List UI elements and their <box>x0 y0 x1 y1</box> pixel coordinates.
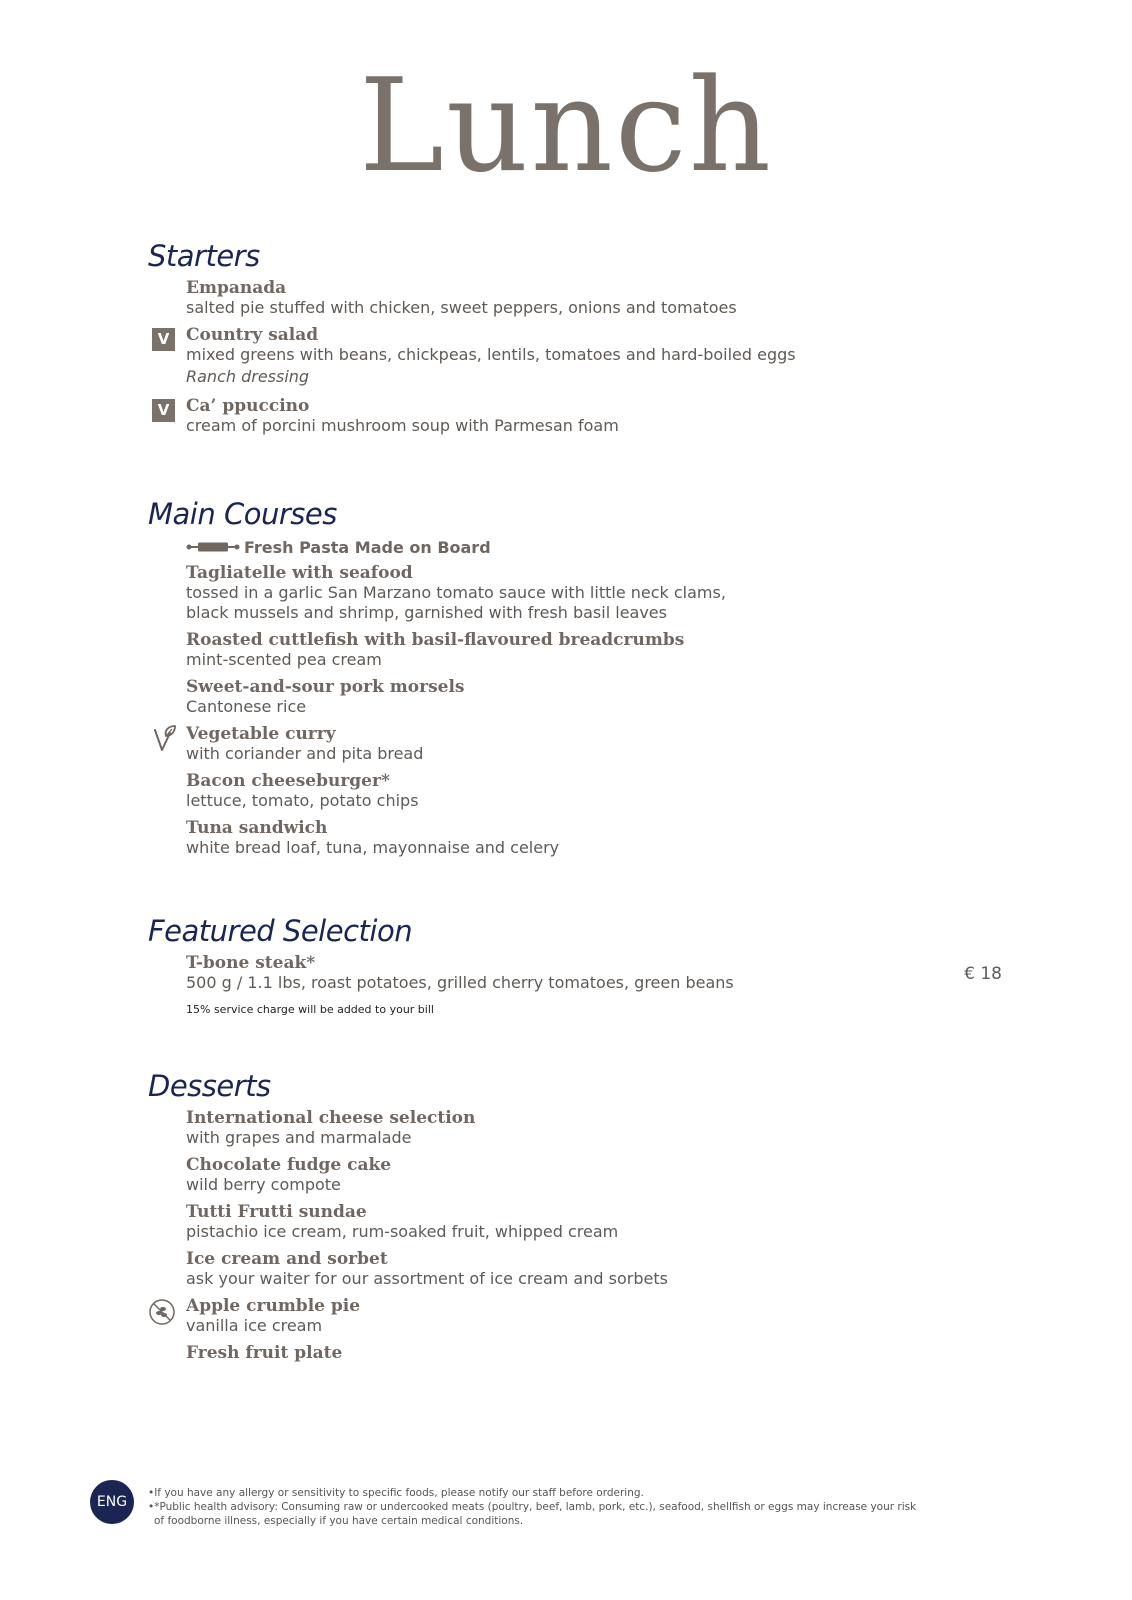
menu-item <box>186 1296 1028 1336</box>
starters-list <box>157 278 1028 436</box>
fresh-pasta-label <box>186 536 1028 558</box>
item-name: Ice cream and sorbet <box>186 1249 388 1269</box>
item-description: salted pie stuffed with chicken, sweet peppers, onions and tomatoes <box>186 298 737 317</box>
item-name: Roasted cuttlefish with basil-flavoured breadcrumbs <box>186 630 685 650</box>
desserts-list <box>186 1108 1028 1363</box>
item-name: Chocolate fudge cake <box>186 1155 392 1175</box>
language-badge[interactable]: ENG <box>90 1480 134 1524</box>
menu-item <box>186 1155 1028 1195</box>
disclaimers <box>148 1486 1008 1528</box>
item-name: Tagliatelle with seafood <box>186 563 413 583</box>
item-description: pistachio ice cream, rum-soaked fruit, whipped cream <box>186 1222 619 1241</box>
item-description: vanilla ice cream <box>186 1316 323 1335</box>
menu-item <box>186 563 1028 623</box>
featured-list <box>186 953 1028 1018</box>
health-advisory-line2: of foodborne illness, especially if you have certain medical conditions. <box>154 1515 524 1527</box>
menu-item <box>186 1249 1028 1289</box>
vegetarian-badge-icon: V <box>152 399 175 422</box>
item-name: T-bone steak* <box>186 953 316 973</box>
item-description: lettuce, tomato, potato chips <box>186 791 419 810</box>
item-description: white bread loaf, tuna, mayonnaise and celery <box>186 838 560 857</box>
item-name: Country salad <box>186 325 319 345</box>
item-name: Tutti Frutti sundae <box>186 1202 367 1222</box>
starters-section <box>148 238 1028 443</box>
item-name: Ca’ ppuccino <box>186 396 310 416</box>
item-description: with grapes and marmalade <box>186 1128 412 1147</box>
item-name: Tuna sandwich <box>186 818 328 838</box>
desserts-section <box>148 1068 1028 1370</box>
menu-item <box>186 278 1028 318</box>
service-charge-note: 15% service charge will be added to your bill <box>186 1003 434 1016</box>
item-name: Vegetable curry <box>186 724 336 744</box>
vegan-leaf-icon <box>150 724 178 754</box>
section-title-featured: Featured Selection <box>148 914 413 948</box>
item-description: cream of porcini mushroom soup with Parmesan foam <box>186 416 619 435</box>
item-description: 500 g / 1.1 lbs, roast potatoes, grilled cherry tomatoes, green beans <box>186 973 734 992</box>
item-name: Fresh fruit plate <box>186 1343 343 1363</box>
menu-item <box>186 771 1028 811</box>
section-title-main-courses: Main Courses <box>148 497 337 531</box>
main-courses-list <box>186 536 1028 858</box>
menu-item <box>186 724 1028 764</box>
vegetarian-badge-icon: V <box>152 328 175 351</box>
featured-section <box>148 913 1028 1018</box>
item-description: tossed in a garlic San Marzano tomato sauce with little neck clams, <box>186 583 726 602</box>
menu-item <box>157 396 1028 436</box>
main-courses-section <box>148 496 1028 865</box>
rolling-pin-icon <box>186 541 240 553</box>
footer <box>90 1480 1030 1528</box>
section-title-desserts: Desserts <box>148 1069 271 1103</box>
fresh-pasta-text: Fresh Pasta Made on Board <box>244 537 491 557</box>
menu-item <box>186 818 1028 858</box>
item-description: ask your waiter for our assortment of ice cream and sorbets <box>186 1269 668 1288</box>
item-description: Cantonese rice <box>186 697 307 716</box>
item-description: wild berry compote <box>186 1175 341 1194</box>
item-name: International cheese selection <box>186 1108 476 1128</box>
item-description: with coriander and pita bread <box>186 744 424 763</box>
item-description: mixed greens with beans, chickpeas, lentils, tomatoes and hard-boiled eggs <box>186 345 796 364</box>
item-description: mint-scented pea cream <box>186 650 382 669</box>
item-price: € 18 <box>964 964 1002 984</box>
allergy-note: •If you have any allergy or sensitivity to specific foods, please notify our staff before ordering. <box>148 1487 644 1499</box>
menu-item <box>186 630 1028 670</box>
menu-item <box>186 953 1016 993</box>
menu-item <box>157 325 1028 389</box>
item-description-line2: black mussels and shrimp, garnished with fresh basil leaves <box>186 603 667 622</box>
gluten-free-icon <box>148 1298 176 1326</box>
section-title-starters: Starters <box>148 239 260 273</box>
menu-title: Lunch <box>359 52 773 201</box>
menu-item <box>186 1202 1028 1242</box>
item-note: Ranch dressing <box>186 367 310 386</box>
item-name: Bacon cheeseburger* <box>186 771 390 791</box>
health-advisory: •*Public health advisory: Consuming raw or undercooked meats (poultry, beef, lamb, pork, etc.), seafood, shellfish or eggs may increase your risk <box>148 1501 917 1513</box>
menu-item <box>186 677 1028 717</box>
item-name: Sweet-and-sour pork morsels <box>186 677 465 697</box>
item-name: Empanada <box>186 278 287 298</box>
item-name: Apple crumble pie <box>186 1296 361 1316</box>
menu-item <box>186 1343 1028 1363</box>
menu-item <box>186 1108 1028 1148</box>
